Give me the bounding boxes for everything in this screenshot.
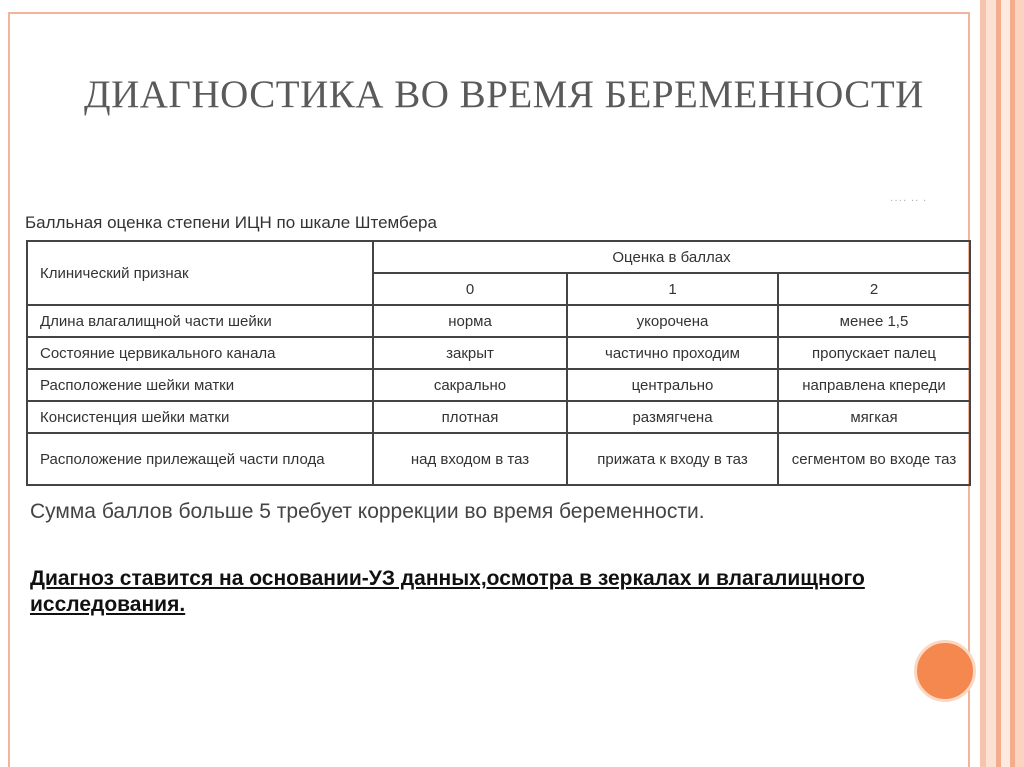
slide-title: ДИАГНОСТИКА ВО ВРЕМЯ БЕРЕМЕННОСТИ [84, 73, 924, 116]
diagnosis-note: Диагноз ставится на основании-УЗ данных,осмотра в зеркалах и влагалищного исследования. [30, 567, 865, 616]
decorative-circle [914, 640, 976, 702]
faint-marks: ···· ·· · [890, 196, 928, 207]
score-0-cell: сакрально [373, 369, 567, 401]
score-2-cell: направлена кпереди [778, 369, 970, 401]
score-0-cell: над входом в таз [373, 433, 567, 485]
stember-score-table [26, 240, 971, 486]
score-2-cell: сегментом во входе таз [778, 433, 970, 485]
score-column-1: 1 [567, 273, 778, 305]
score-column-0: 0 [373, 273, 567, 305]
criterion-cell: Расположение шейки матки [27, 369, 373, 401]
table-row [27, 401, 970, 433]
score-2-cell: мягкая [778, 401, 970, 433]
score-0-cell: плотная [373, 401, 567, 433]
score-1-cell: центрально [567, 369, 778, 401]
score-column-2: 2 [778, 273, 970, 305]
score-2-cell: пропускает палец [778, 337, 970, 369]
criterion-header: Клинический признак [27, 241, 373, 305]
score-0-cell: норма [373, 305, 567, 337]
table-row [27, 337, 970, 369]
decorative-side-stripes [980, 0, 1024, 767]
score-1-cell: размягчена [567, 401, 778, 433]
table-caption: Балльная оценка степени ИЦН по шкале Штембера [25, 213, 437, 232]
table-row [27, 369, 970, 401]
score-1-cell: укорочена [567, 305, 778, 337]
score-0-cell: закрыт [373, 337, 567, 369]
table-row [27, 433, 970, 485]
table-header-row [27, 241, 970, 273]
score-1-cell: прижата к входу в таз [567, 433, 778, 485]
criterion-cell: Состояние цервикального канала [27, 337, 373, 369]
score-1-cell: частично проходим [567, 337, 778, 369]
sum-note: Сумма баллов больше 5 требует коррекции во время беременности. [30, 500, 705, 523]
score-header: Оценка в баллах [373, 241, 970, 273]
criterion-cell: Длина влагалищной части шейки [27, 305, 373, 337]
score-2-cell: менее 1,5 [778, 305, 970, 337]
criterion-cell: Консистенция шейки матки [27, 401, 373, 433]
table-row [27, 305, 970, 337]
criterion-cell: Расположение прилежащей части плода [27, 433, 373, 485]
